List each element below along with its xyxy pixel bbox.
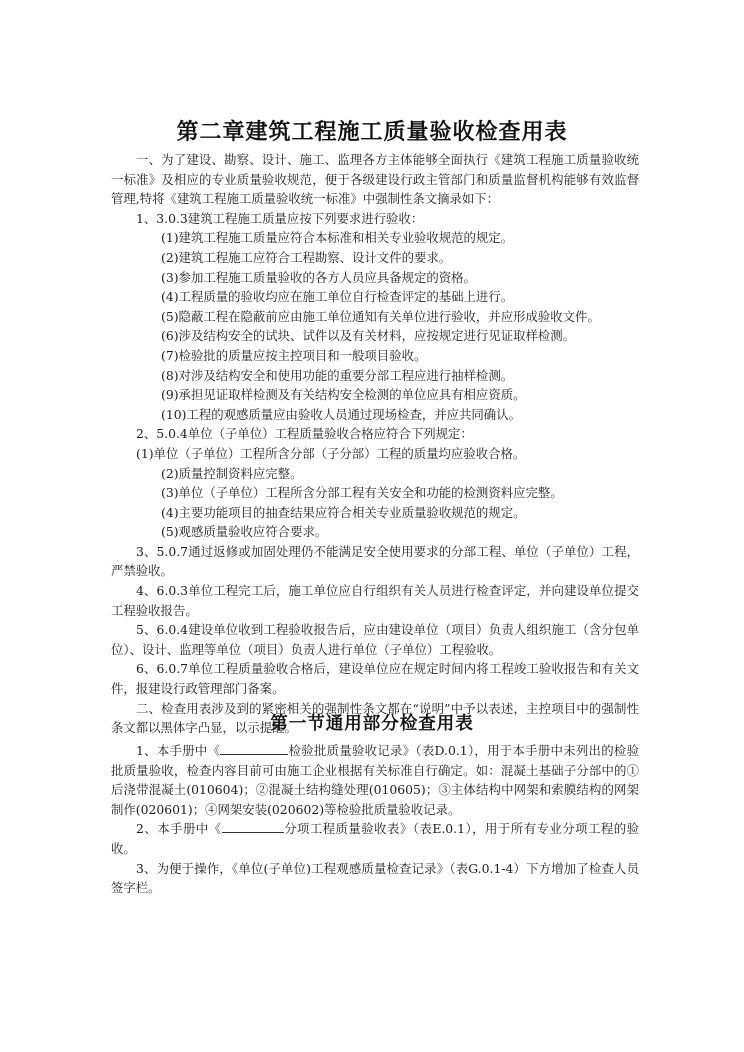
- clause-1-item: (9)承担见证取样检测及有关结构安全检测的单位应具有相应资质。: [161, 387, 526, 403]
- clause-1-item: (7)检验批的质量应按主控项目和一般项目验收。: [161, 347, 427, 363]
- clause-1-item: (4)工程质量的验收均应在施工单位自行检查评定的基础上进行。: [161, 289, 514, 305]
- item-2-text: 分项工程质量验收表》（表E.0.1），用于所有专业分项工程的验收。: [111, 821, 639, 856]
- clause-2-item: (3)单位（子单位）工程所含分部工程有关安全和功能的检测资料应完整。: [161, 485, 563, 501]
- intro-paragraph-1: 一、为了建设、勘察、设计、施工、监理各方主体能够全面执行《建筑工程施工质量验收统一标准》及相应的专业质量验收规范，便于各级建设行政主管部门和质量监督机构能够有效监督管理,特将《建筑工程施工质量验收统一标准》中强制性条文摘录如下：: [111, 152, 639, 207]
- section-item-3: 3、为便于操作，《单位(子单位)工程观感质量检查记录》（表G.0.1-4）下方增加了检查人员签字栏。: [111, 860, 639, 896]
- intro-paragraph-2: 二、检查用表涉及到的紧密相关的强制性条文都在“说明”中予以表述，主控项目中的强制性条文都以黑体字凸显，以示提醒。: [111, 700, 639, 736]
- clause-1-item: (10)工程的观感质量应由验收人员通过现场检查，并应共同确认。: [161, 406, 521, 422]
- clause-1-item: (8)对涉及结构安全和使用功能的重要分部工程应进行抽样检测。: [161, 367, 514, 383]
- clause-1-item: (3)参加工程施工质量验收的各方人员应具备规定的资格。: [161, 269, 476, 285]
- chapter-title: 第二章建筑工程施工质量验收检查用表: [176, 119, 568, 145]
- clause-1-heading: 1、3.0.3建筑工程施工质量应按下列要求进行验收：: [136, 210, 424, 226]
- clause-2-heading: 2、5.0.4单位（子单位）工程质量验收合格应符合下列规定：: [136, 426, 473, 442]
- clause-4: 4、6.0.3单位工程完工后，施工单位应自行组织有关人员进行检查评定，并向建设单位提交工程验收报告。: [111, 583, 639, 618]
- clause-3: 3、5.0.7通过返修或加固处理仍不能满足安全使用要求的分部工程、单位（子单位）工程，严禁验收。: [111, 543, 639, 579]
- intro-section: [111, 150, 639, 738]
- blank-underline: [222, 822, 284, 833]
- clause-2-item: (2)质量控制资料应完整。: [161, 465, 303, 481]
- clause-1-item: (6)涉及结构安全的试块、试件以及有关材料，应按规定进行见证取样检测。: [161, 328, 576, 344]
- clause-2-first-item: (1)单位（子单位）工程所含分部（子分部）工程的质量均应验收合格。: [136, 445, 526, 461]
- item-1-text: 检验批质量验收记录》（表D.0.1），用于本手册中未列出的检验批质量验收，检查内容目前可由施工企业根据有关标准自行确定。如：混凝土基础子分部中的①后浇带混凝土(010604)；②混凝土结构缝处理(010605)；③主体结构中网架和索膜结构的网架制作(020601)；④网架安装(020602)等检验批质量验收记录。: [111, 743, 639, 817]
- clause-2-item: (4)主要功能项目的抽查结果应符合相关专业质量验收规范的规定。: [161, 504, 526, 520]
- clause-1-item: (1)建筑工程施工质量应符合本标准和相关专业验收规范的规定。: [161, 230, 514, 246]
- clause-1-item: (5)隐蔽工程在隐蔽前应由施工单位通知有关单位进行验收，并应形成验收文件。: [161, 308, 600, 324]
- clause-2-item: (5)观感质量验收应符合要求。: [161, 524, 328, 540]
- section-item-1: [111, 741, 639, 819]
- clause-5: 5、6.0.4建设单位收到工程验收报告后，应由建设单位（项目）负责人组织施工（含分包单位）、设计、监理等单位（项目）负责人进行单位（子单位）工程验收。: [111, 622, 639, 657]
- clause-1-item: (2)建筑工程施工应符合工程勘察、设计文件的要求。: [161, 249, 452, 265]
- item-1-prefix: 1、本手册中《: [136, 743, 221, 758]
- section-item-2: [111, 819, 639, 858]
- clause-6: 6、6.0.7单位工程质量验收合格后，建设单位应在规定时间内将工程竣工验收报告和有关文件，报建设行政管理部门备案。: [111, 661, 639, 697]
- blank-underline: [220, 744, 288, 755]
- item-2-prefix: 2、本手册中《: [136, 821, 222, 837]
- section-body: [111, 741, 639, 898]
- section-title: 第一节通用部分检查用表: [270, 714, 474, 734]
